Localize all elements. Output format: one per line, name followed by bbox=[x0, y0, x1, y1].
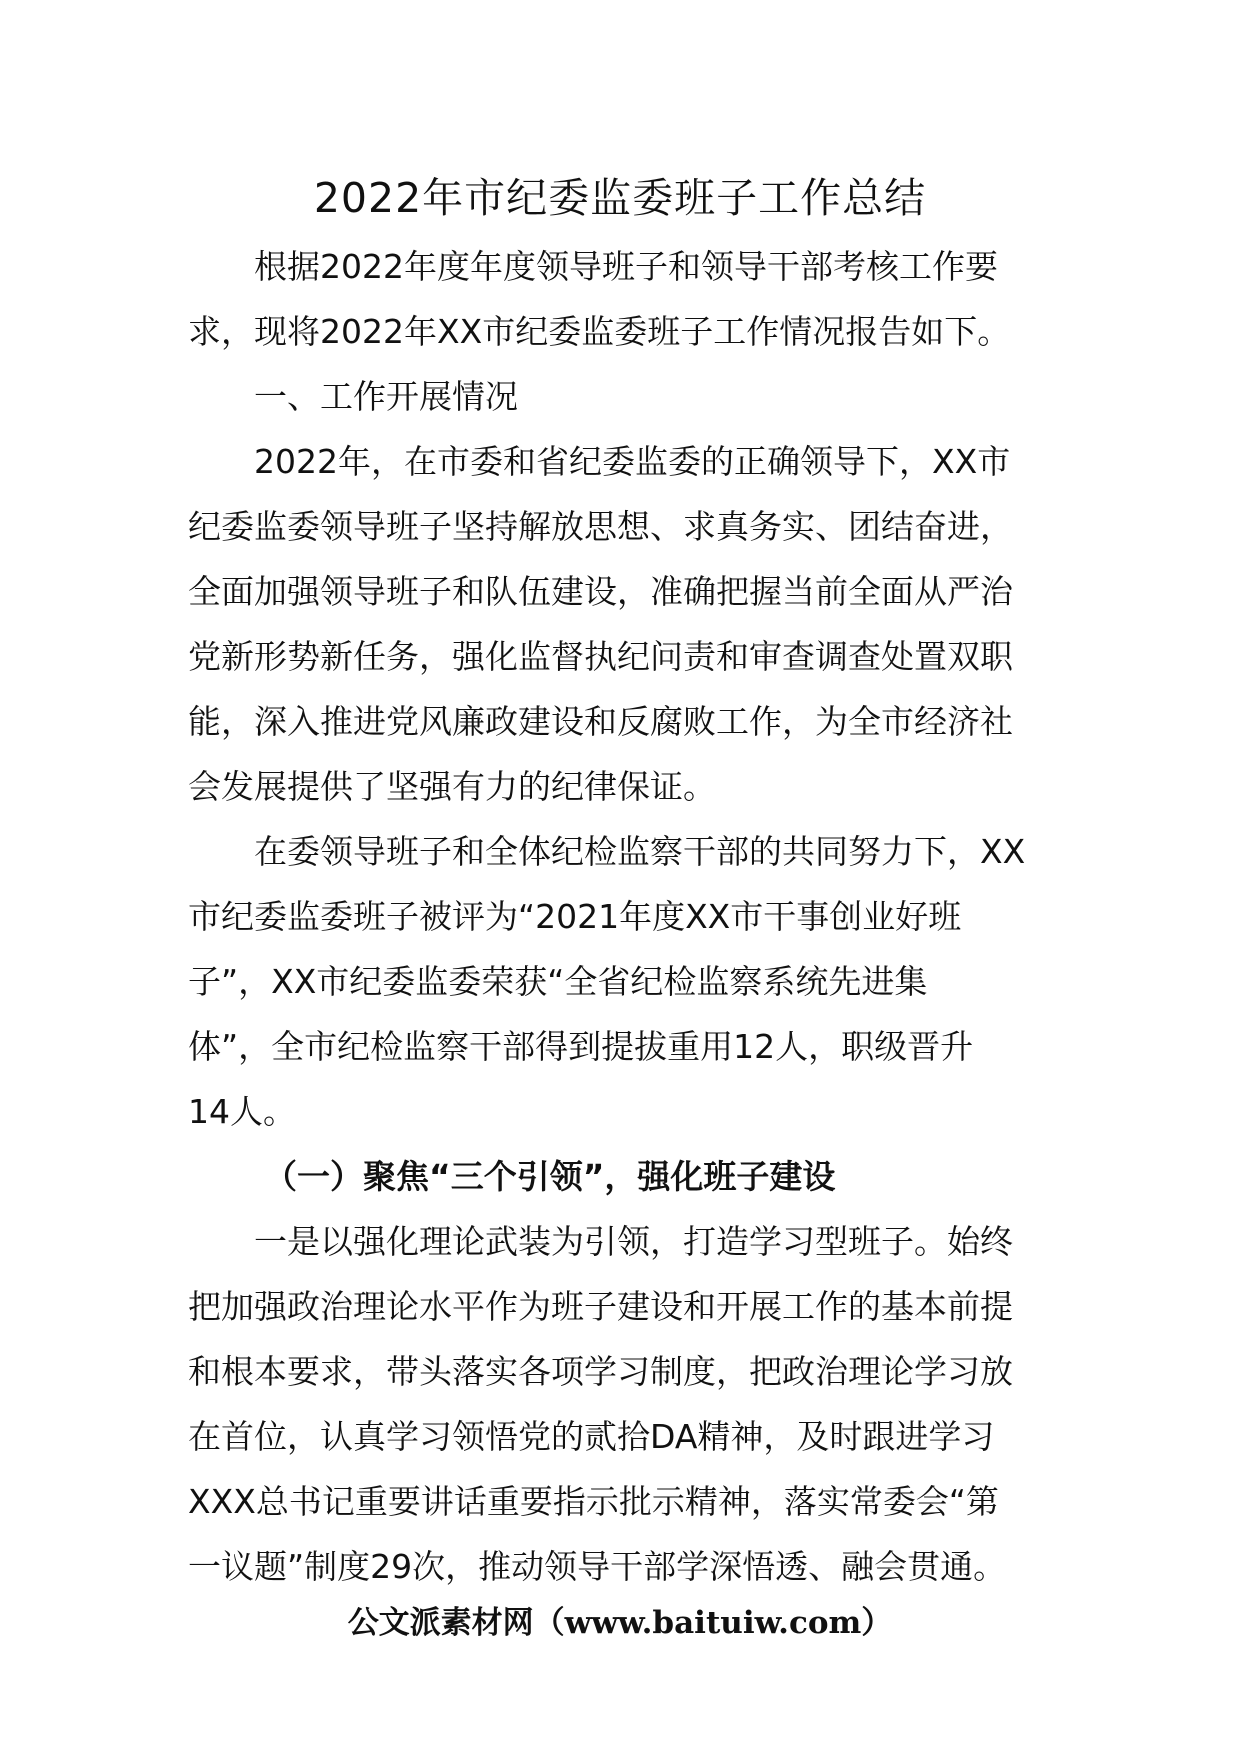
paragraph-line: 子”，XX市纪委监委荣获“全省纪检监察系统先进集 bbox=[188, 962, 928, 1001]
paragraph-line: 会发展提供了坚强有力的纪律保证。 bbox=[188, 767, 716, 806]
paragraph-line: 把加强政治理论水平作为班子建设和开展工作的基本前提 bbox=[188, 1287, 1013, 1326]
paragraph-line: 体”，全市纪检监察干部得到提拔重用12人，职级晋升 bbox=[188, 1027, 974, 1066]
paragraph-line: 14人。 bbox=[188, 1092, 296, 1131]
document-title: 2022年市纪委监委班子工作总结 bbox=[313, 174, 927, 222]
paragraph-line: 求，现将2022年XX市纪委监委班子工作情况报告如下。 bbox=[188, 312, 1011, 351]
paragraph-line: 党新形势新任务，强化监督执纪问责和审查调查处置双职 bbox=[188, 637, 1013, 676]
paragraph-line: 在委领导班子和全体纪检监察干部的共同努力下，XX bbox=[254, 832, 1026, 871]
paragraph-line: 和根本要求，带头落实各项学习制度，把政治理论学习放 bbox=[188, 1352, 1013, 1391]
paragraph-line: 一是以强化理论武装为引领，打造学习型班子。始终 bbox=[254, 1222, 1013, 1261]
paragraph-line: 市纪委监委班子被评为“2021年度XX市干事创业好班 bbox=[188, 897, 962, 936]
paragraph-line: 在首位，认真学习领悟党的贰拾DA精神，及时跟进学习 bbox=[188, 1417, 995, 1456]
paragraph-line: 能，深入推进党风廉政建设和反腐败工作，为全市经济社 bbox=[188, 702, 1013, 741]
paragraph-line: XXX总书记重要讲话重要指示批示精神，落实常委会“第 bbox=[188, 1482, 999, 1521]
paragraph-line: 纪委监委领导班子坚持解放思想、求真务实、团结奋进， bbox=[188, 507, 1013, 546]
paragraph-line: 全面加强领导班子和队伍建设，准确把握当前全面从严治 bbox=[188, 572, 1013, 611]
document-body bbox=[188, 234, 1058, 1599]
paragraph-line: 2022年，在市委和省纪委监委的正确领导下，XX市 bbox=[254, 442, 1011, 481]
footer-watermark: 公文派素材网（www.baituiw.com） bbox=[347, 1605, 893, 1641]
section-heading: 一、工作开展情况 bbox=[254, 377, 518, 416]
paragraph-line: 一议题”制度29次，推动领导干部学深悟透、融会贯通。 bbox=[188, 1547, 1007, 1586]
paragraph-line: 根据2022年度年度领导班子和领导干部考核工作要 bbox=[254, 247, 998, 286]
subsection-heading: （一）聚焦“三个引领”，强化班子建设 bbox=[264, 1157, 836, 1196]
